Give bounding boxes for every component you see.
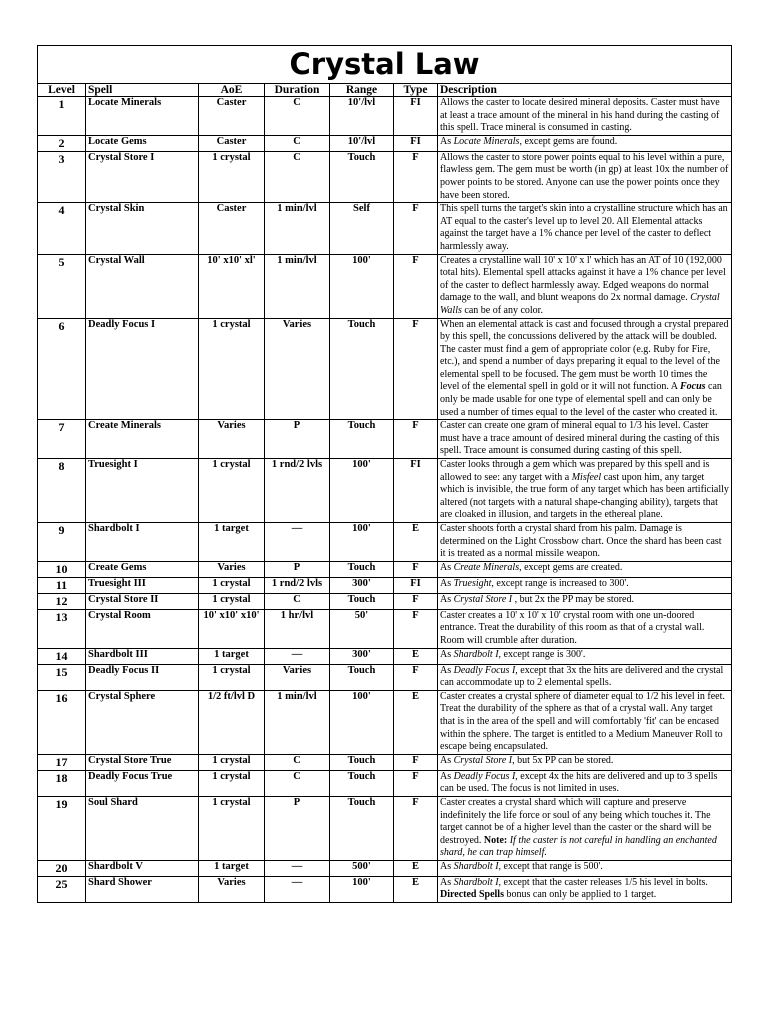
description-text: , except range is 300'. (498, 648, 586, 660)
description-text: Focus (679, 381, 706, 393)
spell-level: 13 (38, 609, 86, 648)
table-row (38, 609, 732, 648)
description-text: As (440, 754, 454, 766)
description-text: Shardbolt I (453, 876, 499, 888)
spell-range: Touch (330, 796, 394, 860)
spell-aoe: 1 crystal (199, 770, 265, 796)
description-text: Allows the caster to locate desired mineral deposits. Caster must have at least a trace amount of the mineral in his hand during the casting of this spell. Trace mineral is consumed in casting. (440, 97, 720, 134)
spell-type: F (394, 203, 438, 254)
spell-level: 9 (38, 523, 86, 562)
spell-description (438, 796, 732, 860)
spell-name: Truesight III (86, 577, 199, 593)
table-row (38, 318, 732, 420)
description-text: Caster shoots forth a crystal shard from his palm. Damage is determined on the Light Crossbow chart. Once the shard has been cast it is treated as a normal missile weapon. (440, 523, 722, 560)
spell-name: Crystal Wall (86, 254, 199, 318)
description-text: Caster looks through a gem which was prepared by this spell and is allowed to see: any target with a (440, 459, 710, 483)
spell-duration: 1 rnd/2 lvls (265, 577, 330, 593)
spell-range: 300' (330, 648, 394, 664)
spell-description (438, 876, 732, 902)
spell-range: 300' (330, 577, 394, 593)
spell-duration: P (265, 796, 330, 860)
spell-duration: — (265, 860, 330, 876)
spell-list-table (37, 45, 732, 903)
spell-range: Self (330, 203, 394, 254)
spell-aoe: 1 crystal (199, 577, 265, 593)
spell-description (438, 151, 732, 202)
spell-name: Crystal Store I (86, 151, 199, 202)
spell-level: 6 (38, 318, 86, 420)
spell-range: Touch (330, 318, 394, 420)
description-text: As (440, 135, 454, 147)
description-text: As (440, 648, 454, 660)
spell-duration: C (265, 151, 330, 202)
table-row (38, 577, 732, 593)
spell-type: F (394, 420, 438, 459)
spell-name: Create Minerals (86, 420, 199, 459)
spell-aoe: 1 crystal (199, 754, 265, 770)
description-text: Caster creates a 10' x 10' x 10' crystal room with one un-doored entrance. Treat the durability of this room as that of a crystal wall. Room will crumble after duration. (440, 609, 705, 646)
spell-aoe: 1 crystal (199, 151, 265, 202)
spell-level: 18 (38, 770, 86, 796)
spell-description (438, 690, 732, 754)
spell-aoe: 1 crystal (199, 593, 265, 609)
spell-type: F (394, 318, 438, 420)
spell-range: Touch (330, 420, 394, 459)
description-text: Locate Minerals (453, 135, 520, 147)
table-row (38, 648, 732, 664)
description-text: , but 2x the PP may be stored. (512, 593, 634, 605)
spell-description (438, 523, 732, 562)
spell-level: 8 (38, 459, 86, 523)
spell-name: Crystal Room (86, 609, 199, 648)
description-text: Shardbolt I (453, 860, 499, 872)
spell-description (438, 577, 732, 593)
spell-range: Touch (330, 593, 394, 609)
spell-duration: 1 rnd/2 lvls (265, 459, 330, 523)
description-text: cast upon him, any target which is invisible, the true form of any target which has been artificially altered (not targets with a natural shape-changing ability), targets that are cloaked in illusion, and targets in the ethereal plane. (440, 471, 729, 521)
spell-type: F (394, 754, 438, 770)
spell-range: 100' (330, 459, 394, 523)
spell-name: Crystal Skin (86, 203, 199, 254)
spell-aoe: Varies (199, 876, 265, 902)
spell-type: F (394, 770, 438, 796)
spell-type: F (394, 561, 438, 577)
spell-type: F (394, 593, 438, 609)
description-text: Caster creates a crystal shard which will capture and preserve indefinitely the life force or soul of any being which touches it. The target cannot be of a higher level than the caster or the shard will be destroyed. (440, 796, 712, 846)
spell-aoe: Varies (199, 561, 265, 577)
spell-duration: — (265, 876, 330, 902)
spell-description (438, 860, 732, 876)
description-text: As (440, 770, 454, 782)
spell-aoe: 1 crystal (199, 459, 265, 523)
spell-level: 3 (38, 151, 86, 202)
spell-description (438, 561, 732, 577)
spell-level: 14 (38, 648, 86, 664)
spell-range: 100' (330, 876, 394, 902)
spell-range: 500' (330, 860, 394, 876)
spell-name: Soul Shard (86, 796, 199, 860)
table-row (38, 254, 732, 318)
spell-range: Touch (330, 664, 394, 690)
spell-type: E (394, 690, 438, 754)
spell-rows (38, 97, 732, 903)
spell-range: Touch (330, 770, 394, 796)
description-text: As (440, 664, 454, 676)
description-text: Crystal Store I (453, 593, 513, 605)
description-text: Note: (483, 834, 508, 846)
description-text: can only be made usable for one type of elemental spell and can only be used a number of times equal to the level of the caster who created it. (440, 381, 722, 418)
description-text: As (440, 593, 454, 605)
spell-range: Touch (330, 151, 394, 202)
spell-aoe: 1 target (199, 648, 265, 664)
description-text: can be of any color. (461, 304, 543, 316)
spell-description (438, 648, 732, 664)
description-text: bonus can only be applied to 1 target. (503, 889, 657, 901)
spell-level: 7 (38, 420, 86, 459)
spell-level: 4 (38, 203, 86, 254)
spell-type: E (394, 860, 438, 876)
spell-name: Crystal Store II (86, 593, 199, 609)
table-row (38, 664, 732, 690)
spell-name: Locate Minerals (86, 97, 199, 136)
table-row (38, 420, 732, 459)
spell-duration: 1 hr/lvl (265, 609, 330, 648)
table-row (38, 690, 732, 754)
spell-name: Deadly Focus True (86, 770, 199, 796)
spell-description (438, 420, 732, 459)
description-text: , except that the caster releases 1/5 his level in bolts. (498, 876, 708, 888)
spell-range: 50' (330, 609, 394, 648)
description-text: Deadly Focus I (453, 770, 516, 782)
description-text: Crystal Walls (440, 292, 720, 316)
description-text: Caster can create one gram of mineral equal to 1/3 his level. Caster must have a trace amount of desired mineral during the casting of this spell. Trace amount is consumed during casting of this spell. (440, 420, 720, 457)
spell-level: 20 (38, 860, 86, 876)
column-header-spell: Spell (86, 84, 199, 97)
spell-aoe: Varies (199, 420, 265, 459)
table-row (38, 796, 732, 860)
description-text: , except 4x the hits are delivered and up to 3 spells can be used. The focus is not limited in uses. (440, 770, 718, 795)
spell-name: Shardbolt I (86, 523, 199, 562)
spell-aoe: 1 crystal (199, 796, 265, 860)
spell-type: FI (394, 577, 438, 593)
description-text: , except that 3x the hits are delivered and the crystal can accommodate up to 2 elemental spells. (440, 664, 724, 689)
spell-level: 17 (38, 754, 86, 770)
description-text: As (440, 876, 454, 888)
spell-duration: — (265, 523, 330, 562)
spell-duration: C (265, 593, 330, 609)
spell-name: Shardbolt V (86, 860, 199, 876)
spell-description (438, 664, 732, 690)
spell-duration: C (265, 754, 330, 770)
description-text: , except that range is 500'. (498, 860, 603, 872)
spell-description (438, 754, 732, 770)
table-row (38, 135, 732, 151)
spell-level: 12 (38, 593, 86, 609)
spell-level: 10 (38, 561, 86, 577)
description-text: Creates a crystalline wall 10' x 10' x l' which has an AT of 10 (192,000 total hits). Elemental spell attacks against it have a 1% chance per level of the caster to deflect harmlessly away. Edged weapons do normal damage to the wall, and blunt weapons do 2x normal damage. (440, 254, 726, 304)
spell-type: E (394, 648, 438, 664)
spell-aoe: 1/2 ft/lvl D (199, 690, 265, 754)
description-text: Directed Spells (440, 889, 504, 901)
spell-description (438, 609, 732, 648)
description-text: As (440, 860, 454, 872)
spell-name: Crystal Sphere (86, 690, 199, 754)
description-text: Crystal Store I (453, 754, 513, 766)
spell-description (438, 318, 732, 420)
spell-duration: — (265, 648, 330, 664)
spell-range: 10'/lvl (330, 135, 394, 151)
spell-type: FI (394, 135, 438, 151)
spell-name: Shard Shower (86, 876, 199, 902)
spell-level: 1 (38, 97, 86, 136)
column-header-level: Level (38, 84, 86, 97)
spell-description (438, 97, 732, 136)
spell-duration: C (265, 770, 330, 796)
spell-type: F (394, 609, 438, 648)
spell-duration: P (265, 561, 330, 577)
spell-aoe: 1 crystal (199, 664, 265, 690)
description-text: , except gems are found. (519, 135, 618, 147)
spell-type: FI (394, 97, 438, 136)
description-text: Shardbolt I (453, 648, 499, 660)
spell-name: Locate Gems (86, 135, 199, 151)
table-row (38, 203, 732, 254)
description-text: , except range is increased to 300'. (491, 577, 629, 589)
table-row (38, 593, 732, 609)
spell-range: 100' (330, 690, 394, 754)
spell-level: 15 (38, 664, 86, 690)
description-text: Deadly Focus I (453, 664, 516, 676)
spell-type: F (394, 796, 438, 860)
spell-range: Touch (330, 561, 394, 577)
description-text: As (440, 561, 454, 573)
description-text: Truesight (453, 577, 492, 589)
table-row (38, 523, 732, 562)
spell-description (438, 770, 732, 796)
spell-range: 10'/lvl (330, 97, 394, 136)
spell-type: F (394, 151, 438, 202)
spell-duration: 1 min/lvl (265, 690, 330, 754)
description-text: , but 5x PP can be stored. (512, 754, 614, 766)
spell-range: Touch (330, 754, 394, 770)
spell-duration: P (265, 420, 330, 459)
spell-level: 11 (38, 577, 86, 593)
spell-range: 100' (330, 523, 394, 562)
spell-aoe: 10' x10' xl' (199, 254, 265, 318)
spell-aoe: 1 crystal (199, 318, 265, 420)
spell-description (438, 135, 732, 151)
spell-duration: C (265, 97, 330, 136)
description-text: When an elemental attack is cast and focused through a crystal prepared by this spell, the concussions delivered by the attack will be doubled. The caster must find a gem of appropriate color (e.g. Ruby for Fire, etc.), and spend a number of days preparing it equal to the level of the elemental spell to be focused. The gem must be worth 10 times the level of the elemental spell in gold or it will not function. A (440, 318, 729, 393)
description-text: As (440, 577, 454, 589)
description-text: Misfeel (571, 471, 602, 483)
column-header-duration: Duration (265, 84, 330, 97)
spell-level: 5 (38, 254, 86, 318)
description-text: If the caster is not careful in handling an enchanted shard, he can trap himself. (440, 834, 717, 859)
spell-type: E (394, 876, 438, 902)
spell-type: FI (394, 459, 438, 523)
spell-aoe: Caster (199, 203, 265, 254)
table-row (38, 459, 732, 523)
description-text (680, 381, 706, 392)
spell-duration: C (265, 135, 330, 151)
column-header-type: Type (394, 84, 438, 97)
spell-name: Truesight I (86, 459, 199, 523)
table-row (38, 151, 732, 202)
spell-type: E (394, 523, 438, 562)
column-header-aoe: AoE (199, 84, 265, 97)
description-text: This spell turns the target's skin into a crystalline structure which has an AT equal to the caster's level up to level 20. All Elemental attacks against the target have a 1% chance per level of the caster to deflect harmlessly away. (440, 203, 728, 252)
column-header-description: Description (438, 84, 732, 97)
page-title: Crystal Law (38, 46, 732, 84)
spell-level: 16 (38, 690, 86, 754)
spell-aoe: 10' x10' x10' (199, 609, 265, 648)
spell-level: 19 (38, 796, 86, 860)
spell-name: Shardbolt III (86, 648, 199, 664)
table-row (38, 754, 732, 770)
table-row (38, 97, 732, 136)
column-header-range: Range (330, 84, 394, 97)
spell-description (438, 593, 732, 609)
table-row (38, 770, 732, 796)
spell-aoe: Caster (199, 135, 265, 151)
spell-duration: 1 min/lvl (265, 254, 330, 318)
table-row (38, 860, 732, 876)
spell-duration: Varies (265, 664, 330, 690)
spell-type: F (394, 254, 438, 318)
spell-description (438, 203, 732, 254)
description-text: Allows the caster to store power points equal to his level within a pure, flawless gem. The gem must be worth (in gp) at least 10x the number of power points to be stored. Anyone can use the power points once they have been stored. (440, 151, 729, 201)
spell-aoe: 1 target (199, 860, 265, 876)
spell-name: Crystal Store True (86, 754, 199, 770)
description-text: Caster creates a crystal sphere of diameter equal to 1/2 his level in feet. Treat the durability of the sphere as that of a crystal wall. Any target that is in the area of the spell and will comfortably 'fit' can be encased within the sphere. The target is entitled to a Medium Maneuver Roll to escape being encapsulated. (440, 690, 725, 753)
spell-name: Create Gems (86, 561, 199, 577)
table-row (38, 561, 732, 577)
table-row (38, 876, 732, 902)
spell-level: 2 (38, 135, 86, 151)
spell-description (438, 254, 732, 318)
spell-type: F (394, 664, 438, 690)
spell-aoe: Caster (199, 97, 265, 136)
spell-name: Deadly Focus II (86, 664, 199, 690)
description-text: , except gems are created. (519, 561, 623, 573)
spell-aoe: 1 target (199, 523, 265, 562)
spell-description (438, 459, 732, 523)
spell-range: 100' (330, 254, 394, 318)
spell-duration: Varies (265, 318, 330, 420)
spell-name: Deadly Focus I (86, 318, 199, 420)
description-text: Create Minerals (453, 561, 520, 573)
spell-duration: 1 min/lvl (265, 203, 330, 254)
spell-level: 25 (38, 876, 86, 902)
